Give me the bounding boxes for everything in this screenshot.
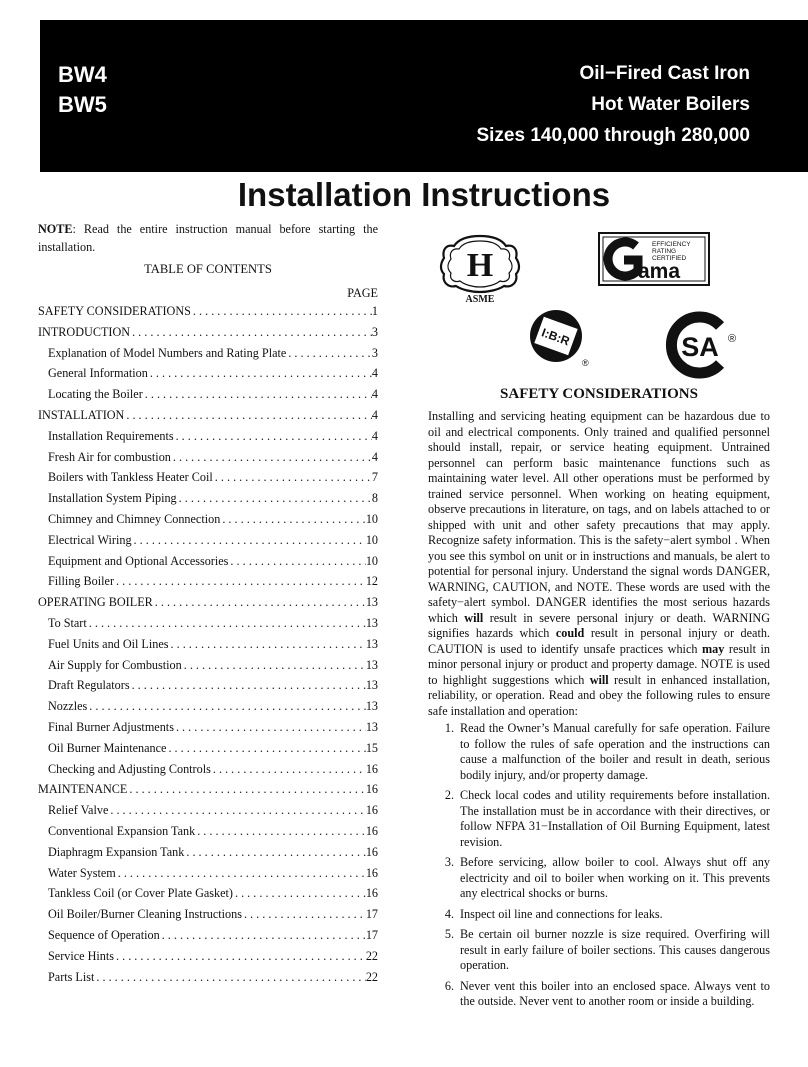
note-paragraph (38, 220, 378, 256)
toc-leader-dots (177, 491, 372, 506)
safety-rules-list (428, 721, 770, 1010)
toc-page-label: PAGE (347, 286, 378, 300)
toc-entry-label: Installation System Piping (48, 491, 177, 506)
toc-entry-page: 17 (365, 907, 378, 922)
product-line-3: Sizes 140,000 through 280,000 (476, 125, 750, 146)
toc-leader-dots (171, 450, 372, 465)
intro-text: result in enhanced installation, reliability, or operation. Read and obey the following rules to ensure safe installation and operation: (428, 672, 770, 718)
toc-entry-label: Sequence of Operation (48, 927, 160, 942)
safety-rule-text: Check local codes and utility requirements before installation. The installation must be in accordance with their directives, or follow NFPA 31−Installation of Oil Burning Equipment, latest revision. (460, 788, 770, 849)
emphasis-word: could (555, 626, 585, 640)
toc-entry-label: Tankless Coil (or Cover Plate Gasket) (48, 886, 233, 901)
toc-entry-label: Fuel Units and Oil Lines (48, 636, 169, 651)
note-text: : Read the entire instruction manual before starting the installation. (38, 222, 378, 254)
toc-entry-label: OPERATING BOILER (38, 595, 153, 610)
toc-entry (38, 429, 378, 450)
toc-entry-page: 13 (365, 595, 378, 610)
toc-leader-dots (94, 970, 365, 985)
toc-entry-label: Air Supply for Combustion (48, 657, 182, 672)
toc-leader-dots (130, 325, 372, 340)
toc-entry-label: Conventional Expansion Tank (48, 823, 196, 838)
toc-leader-dots (220, 512, 366, 527)
toc-leader-dots (143, 387, 372, 402)
toc-leader-dots (124, 408, 372, 423)
toc-entry-label: General Information (48, 366, 148, 381)
toc-entry (38, 387, 378, 408)
toc-entry-label: Nozzles (48, 699, 88, 714)
toc-leader-dots (211, 762, 366, 777)
toc-entry-page: 16 (365, 886, 378, 901)
toc-leader-dots (166, 741, 365, 756)
product-description (476, 58, 750, 151)
toc-entry-page: 10 (365, 511, 378, 526)
safety-rule (428, 788, 770, 850)
toc-entry-label: INTRODUCTION (38, 324, 131, 339)
toc-entry-page: 17 (365, 927, 378, 942)
product-line-2: Hot Water Boilers (591, 94, 750, 115)
intro-text: result in personal injury or death. CAUTION is used to identify unsafe practices which (428, 626, 770, 656)
toc-entry-label: To Start (48, 615, 87, 630)
toc-leader-dots (116, 866, 366, 881)
toc-leader-dots (153, 595, 366, 610)
toc-entry (38, 574, 378, 595)
model-codes (58, 60, 107, 120)
safety-rule-text: Never vent this boiler into an enclosed space. Always vent to the outside. Never vent to another room or inside a building. (460, 978, 770, 1008)
toc-entry-label: Installation Requirements (48, 428, 174, 443)
toc-entry (38, 678, 378, 699)
certification-logos (430, 222, 790, 387)
toc-entry-page: 16 (365, 823, 378, 838)
toc-entry (38, 533, 378, 554)
safety-rule-number: 5. (444, 927, 454, 941)
safety-rule (428, 979, 770, 1010)
toc-entry-label: Checking and Adjusting Controls (48, 761, 211, 776)
toc-entry-page: 4 (371, 366, 378, 381)
toc-leader-dots (114, 574, 366, 589)
toc-leader-dots (182, 658, 366, 673)
safety-rule-text: Inspect oil line and connections for leaks. (460, 906, 663, 921)
toc-entry (38, 866, 378, 887)
toc-leader-dots (228, 554, 365, 569)
toc-entry-label: Oil Burner Maintenance (48, 740, 167, 755)
csa-registered: ® (728, 333, 737, 345)
gama-small-2: RATING (652, 248, 677, 255)
toc-entry-page: 7 (371, 470, 378, 485)
safety-rule-number: 6. (444, 978, 454, 993)
toc-entry (38, 824, 378, 845)
toc-entry-page: 15 (365, 740, 378, 755)
toc-leader-dots (174, 429, 372, 444)
safety-section (428, 409, 770, 1015)
csa-text: SA (681, 332, 719, 362)
safety-rule-text: Before servicing, allow boiler to cool. Always shut off any electricity and oil to boiler when working on it. This prevents any electrical shocks or burns. (460, 855, 770, 900)
toc-entry-page: 16 (365, 803, 378, 818)
toc-entry-label: Water System (48, 865, 116, 880)
toc-entry (38, 949, 378, 970)
toc-entry (38, 637, 378, 658)
toc-entry (38, 782, 378, 803)
toc-entry (38, 699, 378, 720)
table-of-contents (38, 304, 378, 990)
toc-entry-page: 16 (365, 782, 378, 797)
toc-entry (38, 803, 378, 824)
toc-entry (38, 470, 378, 491)
toc-entry (38, 491, 378, 512)
intro-text: result in minor personal injury or product and property damage. NOTE is used to highlight suggestions which (428, 641, 771, 687)
toc-entry-label: MAINTENANCE (38, 782, 128, 797)
gama-text: ama (638, 260, 681, 283)
toc-entry-page: 4 (371, 428, 378, 443)
toc-entry-label: Boilers with Tankless Heater Coil (48, 470, 213, 485)
toc-entry-page: 13 (365, 719, 378, 734)
toc-entry-page: 10 (365, 532, 378, 547)
toc-leader-dots (87, 616, 366, 631)
safety-rule (428, 907, 770, 923)
toc-entry (38, 616, 378, 637)
toc-entry (38, 325, 378, 346)
toc-entry-page: 16 (365, 844, 378, 859)
toc-entry-label: SAFETY CONSIDERATIONS (38, 304, 191, 318)
toc-entry (38, 554, 378, 575)
toc-entry-page: 8 (371, 491, 378, 506)
toc-entry-label: Final Burner Adjustments (48, 719, 174, 734)
toc-entry-label: Fresh Air for combustion (48, 449, 171, 464)
toc-leader-dots (242, 907, 366, 922)
toc-entry (38, 741, 378, 762)
toc-leader-dots (160, 928, 366, 943)
intro-text: Installing and servicing heating equipment can be hazardous due to oil and electrical components. Only trained and qualified personnel should install, repair, or service heating equipment. Untrained personnel can perform basic maintenance functions such as maintaining water level. All other operations must be performed by trained service personnel. When working on heating equipment, observe precautions in literature, on tags, and on labels attached to or shipped with unit and other safety precautions that may apply. Recognize safety information. This is the safety−alert symbol . When you see this symbol on unit or in instructions and manuals, be alert to potential for personal injury. Understand the signal words DANGER, WARNING, CAUTION, and NOTE. These words are used with the safety−alert symbol. DANGER identifies the most serious hazards which (428, 409, 770, 625)
toc-entry (38, 762, 378, 783)
toc-leader-dots (108, 803, 365, 818)
toc-entry (38, 886, 378, 907)
toc-entry-page: 12 (365, 574, 378, 589)
toc-entry-label: Diaphragm Expansion Tank (48, 844, 185, 859)
toc-entry-label: Oil Boiler/Burner Cleaning Instructions (48, 907, 242, 922)
document-title: Installation Instructions (237, 176, 611, 213)
toc-entry-label: Relief Valve (48, 803, 109, 818)
toc-entry-label: Electrical Wiring (48, 532, 132, 547)
safety-rule (428, 721, 770, 783)
toc-entry-label: Equipment and Optional Accessories (48, 553, 229, 568)
safety-rule-number: 1. (444, 721, 454, 735)
toc-entry-page: 13 (365, 657, 378, 672)
left-column (38, 220, 378, 990)
safety-rule (428, 927, 770, 974)
toc-entry-page: 22 (365, 969, 378, 984)
toc-leader-dots (233, 886, 366, 901)
toc-entry-page: 4 (371, 449, 378, 464)
safety-rule-text: Be certain oil burner nozzle is size required. Overfiring will result in early failure of boiler sections. This causes dangerous operation. (460, 927, 770, 972)
toc-entry (38, 450, 378, 471)
product-line-1: Oil−Fired Cast Iron (579, 63, 750, 84)
toc-entry-page: 13 (365, 678, 378, 693)
emphasis-word: will (464, 610, 484, 625)
toc-entry (38, 346, 378, 367)
emphasis-word: will (589, 672, 609, 687)
toc-leader-dots (174, 720, 366, 735)
toc-entry-label: Parts List (48, 969, 95, 984)
toc-entry-label: Filling Boiler (48, 574, 115, 589)
header-band (40, 20, 808, 172)
toc-entry (38, 720, 378, 741)
toc-leader-dots (127, 782, 365, 797)
toc-entry (38, 845, 378, 866)
toc-leader-dots (169, 637, 366, 652)
toc-leader-dots (213, 470, 372, 485)
safety-rule-text: Read the Owner’s Manual carefully for safe operation. Failure to follow the rules of safe operation and the instructions can cause a malfunction of the boiler and result in death, serious bodily injury, and/or property damage. (460, 721, 770, 782)
toc-entry-page: 1 (371, 304, 378, 318)
asme-letter: H (466, 247, 494, 284)
toc-entry-page: 13 (365, 636, 378, 651)
toc-entry-page: 3 (371, 345, 378, 360)
ibr-registered: ® (582, 358, 589, 368)
toc-entry (38, 928, 378, 949)
toc-entry-page: 4 (371, 407, 378, 422)
asme-text: ASME (465, 294, 495, 305)
toc-leader-dots (184, 845, 365, 860)
toc-leader-dots (130, 678, 366, 693)
toc-entry-label: INSTALLATION (38, 407, 125, 422)
safety-rule-number: 3. (444, 855, 454, 869)
ibr-logo (526, 308, 592, 370)
gama-logo (598, 232, 710, 286)
toc-entry-label: Locating the Boiler (48, 387, 143, 402)
emphasis-word: may (702, 641, 725, 656)
toc-entry-page: 16 (365, 865, 378, 880)
safety-heading: SAFETY CONSIDERATIONS (500, 386, 698, 402)
toc-entry (38, 595, 378, 616)
safety-rule-number: 2. (444, 788, 454, 802)
csa-logo (664, 308, 742, 382)
toc-entry-label: Service Hints (48, 948, 115, 963)
model-bw5: BW5 (58, 92, 107, 117)
toc-leader-dots (87, 699, 366, 714)
toc-entry (38, 658, 378, 679)
toc-entry (38, 970, 378, 991)
intro-text: result in severe personal injury or death. WARNING signifies hazards which (428, 610, 770, 640)
toc-entry-page: 4 (371, 387, 378, 402)
safety-rule (428, 855, 770, 902)
toc-entry-page: 22 (365, 948, 378, 963)
toc-entry-label: Draft Regulators (48, 678, 130, 693)
safety-rule-number: 4. (444, 906, 454, 921)
toc-entry-page: 10 (365, 553, 378, 568)
toc-entry-page: 3 (371, 324, 378, 339)
toc-leader-dots (195, 824, 366, 839)
toc-entry (38, 304, 378, 325)
toc-entry (38, 366, 378, 387)
note-label: NOTE (38, 222, 73, 236)
toc-entry (38, 907, 378, 928)
toc-entry (38, 408, 378, 429)
ibr-text: I:B:R (539, 325, 572, 349)
asme-logo (438, 232, 522, 305)
gama-small-1: EFFICIENCY (652, 241, 691, 248)
model-bw4: BW4 (58, 62, 107, 87)
toc-entry-page: 13 (365, 615, 378, 630)
toc-entry-page: 13 (365, 699, 378, 714)
safety-intro-paragraph (428, 409, 770, 719)
toc-leader-dots (132, 533, 366, 548)
toc-entry-label: Chimney and Chimney Connection (48, 511, 221, 526)
toc-leader-dots (148, 366, 372, 381)
gama-small-3: CERTIFIED (652, 255, 687, 262)
toc-leader-dots (191, 304, 372, 319)
toc-entry-page: 16 (365, 761, 378, 776)
toc-title: TABLE OF CONTENTS (144, 262, 272, 276)
toc-entry (38, 512, 378, 533)
toc-leader-dots (286, 346, 372, 361)
toc-entry-label: Explanation of Model Numbers and Rating Plate (48, 345, 287, 360)
toc-leader-dots (114, 949, 366, 964)
